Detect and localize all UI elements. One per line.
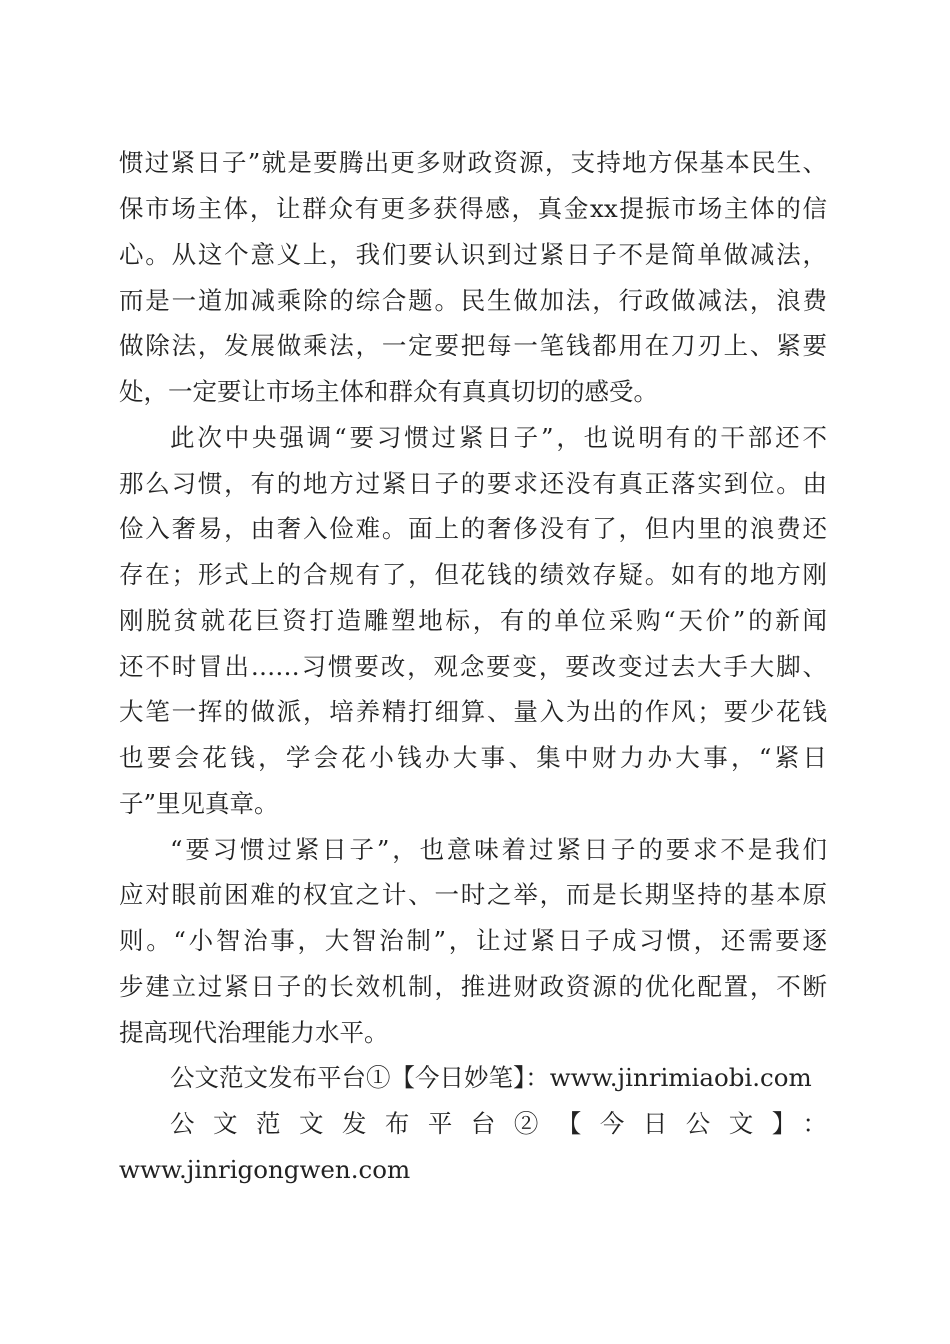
paragraph-2-line-9: 子”里见真章。 bbox=[119, 789, 279, 818]
paragraph-2-line-8: 也要会花钱，学会花小钱办大事、集中财力办大事，“紧日 bbox=[119, 743, 827, 772]
paragraph-1-line-6: 处，一定要让市场主体和群众有真真切切的感受。 bbox=[119, 377, 658, 406]
paragraph-1-line-4: 而是一道加减乘除的综合题。民生做加法，行政做减法，浪费 bbox=[119, 286, 827, 315]
paragraph-1-line-3: 心。从这个意义上，我们要认识到过紧日子不是简单做减法， bbox=[119, 240, 827, 269]
paragraph-2-line-3: 俭入奢易，由奢入俭难。面上的奢侈没有了，但内里的浪费还 bbox=[119, 514, 827, 543]
platform-2-line: 公文范文发布平台②【今日公文】： bbox=[170, 1109, 827, 1138]
paragraph-3-line-2: 应对眼前困难的权宜之计、一时之举，而是长期坚持的基本原 bbox=[119, 880, 827, 909]
paragraph-2-line-6: 还不时冒出……习惯要改，观念要变，要改变过去大手大脚、 bbox=[119, 652, 827, 681]
paragraph-2-line-7: 大笔一挥的做派，培养精打细算、量入为出的作风；要少花钱 bbox=[119, 697, 827, 726]
paragraph-2-line-4: 存在；形式上的合规有了，但花钱的绩效存疑。如有的地方刚 bbox=[119, 560, 827, 589]
paragraph-2-line-2: 那么习惯，有的地方过紧日子的要求还没有真正落实到位。由 bbox=[119, 469, 827, 498]
paragraph-2-line-1: 此次中央强调“要习惯过紧日子”，也说明有的干部还不 bbox=[170, 423, 827, 452]
paragraph-3-line-1: “要习惯过紧日子”，也意味着过紧日子的要求不是我们 bbox=[170, 835, 827, 864]
platform-2-url: www.jinrigongwen.com bbox=[119, 1155, 411, 1184]
platform-1-line: 公文范文发布平台①【今日妙笔】：www.jinrimiaobi.com bbox=[170, 1063, 812, 1092]
paragraph-1-line-1: 惯过紧日子”就是要腾出更多财政资源，支持地方保基本民生、 bbox=[119, 148, 827, 177]
paragraph-3-line-4: 步建立过紧日子的长效机制，推进财政资源的优化配置，不断 bbox=[119, 972, 827, 1001]
paragraph-2-line-5: 刚脱贫就花巨资打造雕塑地标，有的单位采购“天价”的新闻 bbox=[119, 606, 827, 635]
paragraph-3-line-3: 则。“小智治事，大智治制”，让过紧日子成习惯，还需要逐 bbox=[119, 926, 827, 955]
paragraph-1-line-2: 保市场主体，让群众有更多获得感，真金xx提振市场主体的信 bbox=[119, 194, 827, 223]
paragraph-1-line-5: 做除法，发展做乘法，一定要把每一笔钱都用在刀刃上、紧要 bbox=[119, 331, 827, 360]
paragraph-3-line-5: 提高现代治理能力水平。 bbox=[119, 1018, 389, 1047]
